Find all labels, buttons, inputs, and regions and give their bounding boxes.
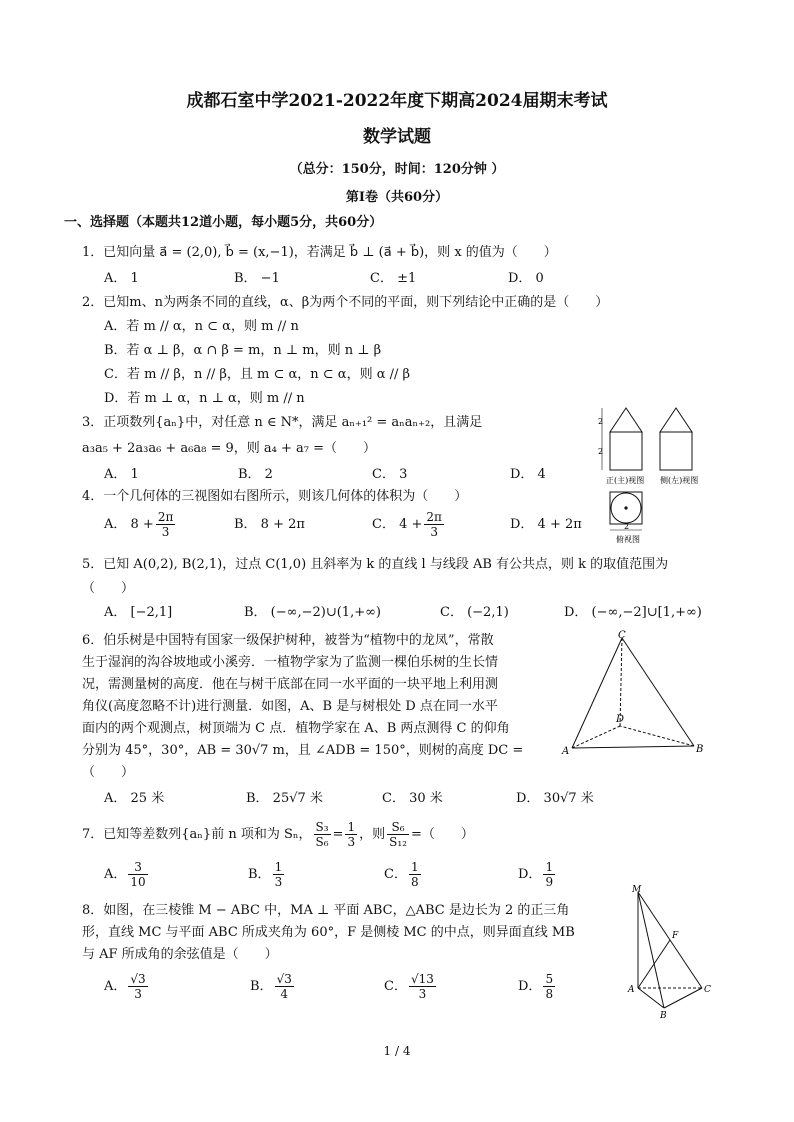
q4-option-c: C． 4 + $\frac{2\pi}{3}$ [372, 510, 442, 539]
fig6-label-a: A [562, 746, 570, 757]
q5-paren: （ ） [82, 581, 135, 596]
score-info: （总分：150分，时间：120分钟 ） [289, 162, 505, 177]
q5-stem: 5．已知 A(0,2), B(2,1)，过点 C(1,0) 且斜率为 k 的直线 l 与线段 AB 有公共点，则 k 的取值范围为 [82, 557, 669, 572]
dim-2-upper: 2 [598, 417, 604, 426]
q7-option-c: C． $\frac{1}{8}$ [384, 860, 419, 889]
q1-stem: 1．已知向量 a⃗ = (2,0), b⃗ = (x,−1)，若满足 b⃗ ⊥ (a⃗ + b⃗)，则 x 的值为（ ） [82, 245, 557, 260]
q3-stem-line2: a₃a₅ + 2a₃a₆ + a₆a₈ = 9，则 a₄ + a₇ =（ ） [82, 441, 377, 456]
q4-option-a: A． 8 + $\frac{2\pi}{3}$ [104, 510, 174, 539]
q6-line1: 6．伯乐树是中国特有国家一级保护树种，被誉为“植物中的龙凤”，常散 [82, 633, 494, 648]
q6-option-a: A． 25 米 [104, 791, 165, 806]
top-view-label: 俯视图 [616, 535, 640, 544]
q7-option-d: D． $\frac{1}{9}$ [518, 860, 554, 889]
tree-figure [560, 628, 720, 758]
q3-option-d: D． 4 [510, 467, 546, 482]
q6-option-d: D． 30√7 米 [516, 791, 594, 806]
q2-option-c: C．若 m // β，n // β，且 m ⊂ α，n ⊂ α，则 α // β [104, 367, 411, 382]
q8-line2: 形，直线 MC 与平面 ABC 所成夹角为 60°，F 是侧棱 MC 的中点，则异面直线 MB [82, 925, 575, 940]
q6-line5: 面内的两个观测点，树顶端为 C 点．植物学家在 A、B 两点测得 C 的仰角 [82, 721, 510, 736]
q7-option-a: A． $\frac{3}{10}$ [104, 860, 146, 889]
side-view-roof [660, 408, 692, 432]
q1-option-a: A． 1 [104, 271, 139, 286]
q5-option-a: A． [−2,1] [104, 605, 173, 620]
q3-option-a: A． 1 [104, 467, 139, 482]
q6-option-b: B． 25√7 米 [246, 791, 323, 806]
q6-line2: 生于湿润的沟谷坡地或小溪旁．一植物学家为了监测一棵伯乐树的生长情 [82, 655, 499, 670]
q6-line4: 角仪(高度忽略不计)进行测量．如图，A、B 是与树根处 D 点在同一水平 [82, 699, 498, 714]
front-view-body [610, 432, 642, 470]
exam-title: 成都石室中学2021-2022年度下期高2024届期末考试 [186, 91, 608, 111]
q2-option-d: D．若 m ⊥ α，n ⊥ α，则 m // n [104, 391, 305, 406]
q1-option-c: C． ±1 [370, 271, 417, 286]
front-view-label: 正(主)视图 [606, 476, 645, 485]
q8-option-c: C． $\frac{√13}{3}$ [384, 972, 434, 1001]
front-view-roof [610, 408, 642, 432]
fig8-label-b: B [660, 1011, 667, 1020]
exam-subtitle: 数学试题 [363, 127, 431, 147]
fig6-label-c: C [618, 630, 626, 641]
fig6-label-d: D [616, 714, 625, 725]
q3-option-b: B． 2 [238, 467, 273, 482]
q4-option-b: B． 8 + 2π [234, 517, 305, 532]
q2-stem: 2．已知m、n为两条不同的直线，α、β为两个不同的平面，则下列结论中正确的是（ ） [82, 295, 609, 310]
q6-line3: 况，需测量树的高度．他在与树干底部在同一水平面的一块平地上利用测 [82, 677, 499, 692]
q3-stem-line1: 3．正项数列{aₙ}中，对任意 n ∈ N*，满足 aₙ₊₁² = aₙaₙ₊₂，且满足 [82, 415, 483, 430]
q8-option-a: A． $\frac{√3}{3}$ [104, 972, 146, 1001]
page-number: 1 / 4 [383, 1044, 411, 1058]
side-view-body [660, 432, 692, 470]
q8-line3: 与 AF 所成角的余弦值是（ ） [82, 947, 278, 962]
dim-2-lower: 2 [598, 447, 604, 456]
q8-option-b: B． $\frac{√3}{4}$ [250, 972, 292, 1001]
q4-stem: 4．一个几何体的三视图如右图所示，则该几何体的体积为（ ） [82, 489, 468, 504]
q1-option-b: B． −1 [234, 271, 280, 286]
q7-option-b: B． $\frac{1}{3}$ [248, 860, 283, 889]
three-view-figure [596, 402, 726, 552]
top-view-center-dot [624, 506, 627, 509]
fig8-label-m: M [632, 885, 642, 895]
q5-option-b: B． (−∞,−2)∪(1,+∞) [244, 605, 382, 620]
pyramid-figure [624, 880, 724, 1020]
dim-2-bottom: 2 [624, 522, 630, 531]
q7-stem: 7．已知等差数列{aₙ}前 n 项和为 Sₙ， $\frac{\text{S₃}}{\text{S₆}}$ = $\frac{1}{3}$ ，则 $\frac{\text{S₆}}{\text{S₁₂}}$ =（ ） [82, 820, 474, 849]
fig6-label-b: B [696, 744, 704, 755]
q1-option-d: D． 0 [508, 271, 544, 286]
fig8-label-c: C [704, 985, 711, 995]
fig8-label-f: F [672, 931, 679, 941]
volume-label: 第Ⅰ卷（共60分） [345, 190, 449, 205]
q8-option-d: D． $\frac{5}{8}$ [518, 972, 554, 1001]
q6-line6: 分别为 45°，30°，AB = 30√7 m，且 ∠ADB = 150°，则树的高度 DC = [82, 743, 524, 758]
q5-option-d: D． (−∞,−2]∪[1,+∞) [564, 605, 702, 620]
fig8-label-a: A [628, 985, 635, 995]
q6-option-c: C． 30 米 [382, 791, 443, 806]
q8-line1: 8．如图，在三棱锥 M − ABC 中，MA ⊥ 平面 ABC，△ABC 是边长为 2 的正三角 [82, 903, 570, 918]
q4-option-d: D． 4 + 2π [510, 517, 582, 532]
q3-option-c: C． 3 [372, 467, 408, 482]
side-view-label: 侧(左)视图 [660, 476, 699, 485]
q6-line7: （ ） [82, 765, 135, 780]
q5-option-c: C． (−2,1) [440, 605, 509, 620]
q2-option-b: B．若 α ⊥ β，α ∩ β = m，n ⊥ m，则 n ⊥ β [104, 343, 382, 358]
section-heading: 一、选择题（本题共12道小题，每小题5分，共60分） [64, 215, 383, 230]
q2-option-a: A．若 m // α，n ⊂ α，则 m // n [104, 319, 299, 334]
